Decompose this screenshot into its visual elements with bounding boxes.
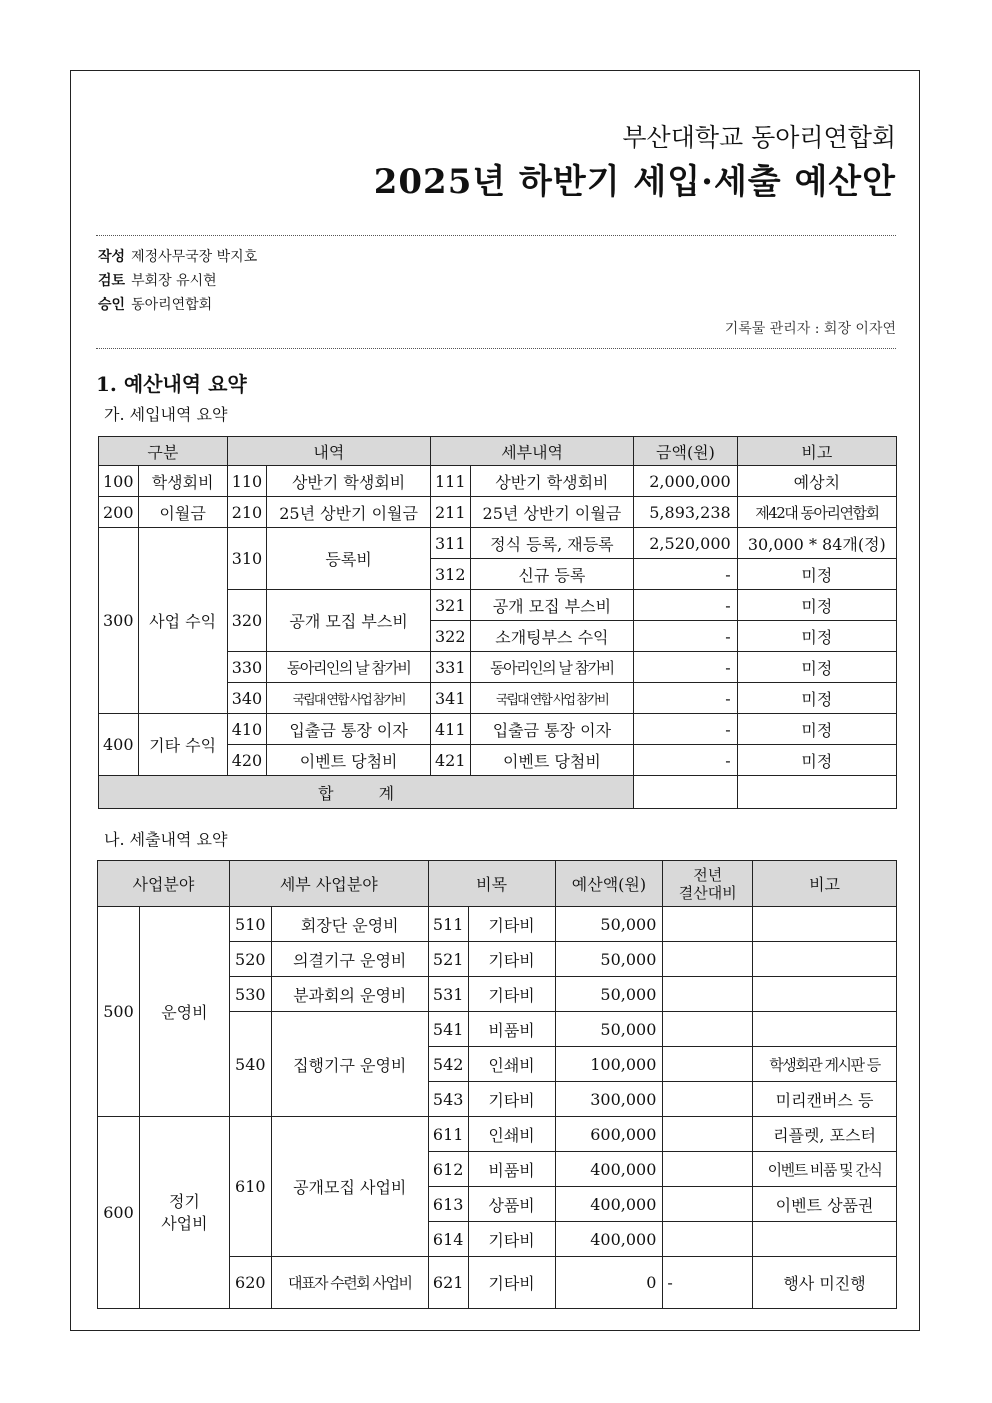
amount-cell: 5,893,238 [634,497,737,528]
divider [96,348,896,349]
header-cell: 세부 사업분야 [229,861,428,907]
item-cell: 공개 모집 부스비 [267,590,431,652]
sub-category-cell: 집행기구 운영비 [271,1012,428,1117]
code-cell: 341 [430,683,470,714]
code-cell: 620 [229,1257,271,1309]
note-cell: 이벤트 비품 및 간식 [753,1152,897,1187]
detail-cell: 정식 등록, 재등록 [470,528,634,559]
header-cell: 구분 [99,437,228,466]
code-cell: 340 [227,683,267,714]
header-cell: 비목 [428,861,555,907]
prev-compare-cell [663,1187,753,1222]
budget-cell: 300,000 [555,1082,663,1117]
table-row [99,466,897,497]
meta-approver: 승인 동아리연합회 [98,297,213,313]
category-cell: 정기 사업비 [139,1117,229,1309]
note-cell [753,1012,897,1047]
item-cell: 국립대 연합 사업 참가비 [267,683,431,714]
header-cell: 전년 결산대비 [663,861,753,907]
budget-cell: 400,000 [555,1152,663,1187]
header-cell: 비고 [737,437,896,466]
note-cell [753,1222,897,1257]
code-cell: 621 [428,1257,468,1309]
code-cell: 610 [229,1117,271,1257]
code-cell: 322 [430,621,470,652]
note-cell: 30,000 * 84개(정) [737,528,896,559]
code-cell: 540 [229,1012,271,1117]
expense-heading: 나. 세출내역 요약 [104,830,228,849]
code-cell: 421 [430,745,470,776]
note-cell: 예상치 [737,466,896,497]
note-cell: 리플렛, 포스터 [753,1117,897,1152]
expense-item-cell: 비품비 [468,1152,555,1187]
note-cell: 미정 [737,621,896,652]
header-cell: 예산액(원) [555,861,663,907]
amount-cell: 2,000,000 [634,466,737,497]
code-cell: 110 [227,466,267,497]
note-cell: 학생회관 게시판 등 [753,1047,897,1082]
prev-compare-cell [663,1222,753,1257]
code-cell: 520 [229,942,271,977]
header-cell: 사업분야 [98,861,230,907]
meta-reviewer: 검토 부회장 유시현 [98,273,217,289]
category-cell: 이월금 [138,497,227,528]
prev-compare-cell [663,1117,753,1152]
code-cell: 111 [430,466,470,497]
code-cell: 410 [227,714,267,745]
note-cell: 미정 [737,652,896,683]
prev-compare-cell: - [663,1257,753,1309]
code-cell: 531 [428,977,468,1012]
table-header-row [99,437,897,466]
table-row [98,907,897,942]
code-cell: 411 [430,714,470,745]
detail-cell: 동아리인의 날 참가비 [470,652,634,683]
detail-cell: 국립대 연합 사업 참가비 [470,683,634,714]
code-cell: 521 [428,942,468,977]
meta-author: 작성 제정사무국장 박지호 [98,249,258,265]
total-amount-cell [634,776,737,809]
prev-compare-cell [663,1082,753,1117]
category-cell: 사업 수익 [138,528,227,714]
sub-category-cell: 대표자 수련회 사업비 [271,1257,428,1309]
expense-item-cell: 기타비 [468,1222,555,1257]
prev-compare-cell [663,977,753,1012]
records-keeper: 기록물 관리자 : 회장 이자연 [724,321,896,337]
note-cell: 미정 [737,559,896,590]
note-cell: 미정 [737,714,896,745]
category-cell: 학생회비 [138,466,227,497]
code-cell: 612 [428,1152,468,1187]
prev-compare-cell [663,942,753,977]
header-cell: 비고 [753,861,897,907]
detail-cell: 소개팅부스 수익 [470,621,634,652]
expense-item-cell: 상품비 [468,1187,555,1222]
code-cell: 210 [227,497,267,528]
document-title: 2025년 하반기 세입·세출 예산안 [373,162,896,202]
item-cell: 동아리인의 날 참가비 [267,652,431,683]
table-row [99,497,897,528]
header-cell: 내역 [227,437,430,466]
detail-cell: 25년 상반기 이월금 [470,497,634,528]
budget-cell: 600,000 [555,1117,663,1152]
sub-category-cell: 의결기구 운영비 [271,942,428,977]
note-cell [753,942,897,977]
header-cell: 금액(원) [634,437,737,466]
category-cell: 운영비 [139,907,229,1117]
code-cell: 543 [428,1082,468,1117]
budget-cell: 0 [555,1257,663,1309]
expense-item-cell: 기타비 [468,1082,555,1117]
amount-cell: - [634,714,737,745]
prev-compare-cell [663,907,753,942]
code-cell: 510 [229,907,271,942]
code-cell: 611 [428,1117,468,1152]
budget-cell: 50,000 [555,977,663,1012]
organization-name: 부산대학교 동아리연합회 [622,123,896,152]
code-cell: 331 [430,652,470,683]
note-cell: 미정 [737,590,896,621]
section-heading: 1. 예산내역 요약 [96,372,247,396]
budget-cell: 50,000 [555,942,663,977]
table-row [99,528,897,559]
sub-category-cell: 분과회의 운영비 [271,977,428,1012]
budget-cell: 50,000 [555,907,663,942]
code-cell: 100 [99,466,139,497]
code-cell: 600 [98,1117,140,1309]
budget-cell: 50,000 [555,1012,663,1047]
expense-table [97,860,897,1309]
amount-cell: - [634,621,737,652]
total-note-cell [737,776,896,809]
note-cell [753,977,897,1012]
prev-compare-cell [663,1152,753,1187]
note-cell: 이벤트 상품권 [753,1187,897,1222]
amount-cell: - [634,590,737,621]
table-header-row [98,861,897,907]
sub-category-cell: 회장단 운영비 [271,907,428,942]
expense-item-cell: 비품비 [468,1012,555,1047]
detail-cell: 입출금 통장 이자 [470,714,634,745]
header-cell: 세부내역 [430,437,633,466]
code-cell: 613 [428,1187,468,1222]
note-cell: 미정 [737,745,896,776]
prev-compare-cell [663,1047,753,1082]
expense-item-cell: 기타비 [468,907,555,942]
income-table [98,436,897,809]
code-cell: 300 [99,528,139,714]
note-cell: 행사 미진행 [753,1257,897,1309]
detail-cell: 상반기 학생회비 [470,466,634,497]
code-cell: 530 [229,977,271,1012]
total-row [99,776,897,809]
code-cell: 542 [428,1047,468,1082]
code-cell: 310 [227,528,267,590]
code-cell: 541 [428,1012,468,1047]
code-cell: 400 [99,714,139,776]
amount-cell: - [634,683,737,714]
note-cell: 미리캔버스 등 [753,1082,897,1117]
code-cell: 321 [430,590,470,621]
code-cell: 311 [430,528,470,559]
item-cell: 등록비 [267,528,431,590]
code-cell: 511 [428,907,468,942]
code-cell: 420 [227,745,267,776]
note-cell: 제42대 동아리연합회 [737,497,896,528]
detail-cell: 신규 등록 [470,559,634,590]
code-cell: 320 [227,590,267,652]
expense-item-cell: 기타비 [468,977,555,1012]
note-cell [753,907,897,942]
item-cell: 이벤트 당첨비 [267,745,431,776]
amount-cell: - [634,745,737,776]
income-heading: 가. 세입내역 요약 [104,405,228,424]
amount-cell: - [634,652,737,683]
amount-cell: - [634,559,737,590]
item-cell: 입출금 통장 이자 [267,714,431,745]
total-label: 합 계 [99,776,634,809]
code-cell: 500 [98,907,140,1117]
category-cell: 기타 수익 [138,714,227,776]
item-cell: 25년 상반기 이월금 [267,497,431,528]
code-cell: 312 [430,559,470,590]
note-cell: 미정 [737,683,896,714]
budget-cell: 400,000 [555,1222,663,1257]
code-cell: 614 [428,1222,468,1257]
expense-item-cell: 기타비 [468,942,555,977]
expense-item-cell: 인쇄비 [468,1117,555,1152]
divider [96,235,896,236]
budget-cell: 400,000 [555,1187,663,1222]
code-cell: 330 [227,652,267,683]
detail-cell: 이벤트 당첨비 [470,745,634,776]
table-row [99,714,897,745]
expense-item-cell: 기타비 [468,1257,555,1309]
detail-cell: 공개 모집 부스비 [470,590,634,621]
item-cell: 상반기 학생회비 [267,466,431,497]
sub-category-cell: 공개모집 사업비 [271,1117,428,1257]
budget-cell: 100,000 [555,1047,663,1082]
table-row [98,1117,897,1152]
code-cell: 200 [99,497,139,528]
amount-cell: 2,520,000 [634,528,737,559]
code-cell: 211 [430,497,470,528]
prev-compare-cell [663,1012,753,1047]
expense-item-cell: 인쇄비 [468,1047,555,1082]
